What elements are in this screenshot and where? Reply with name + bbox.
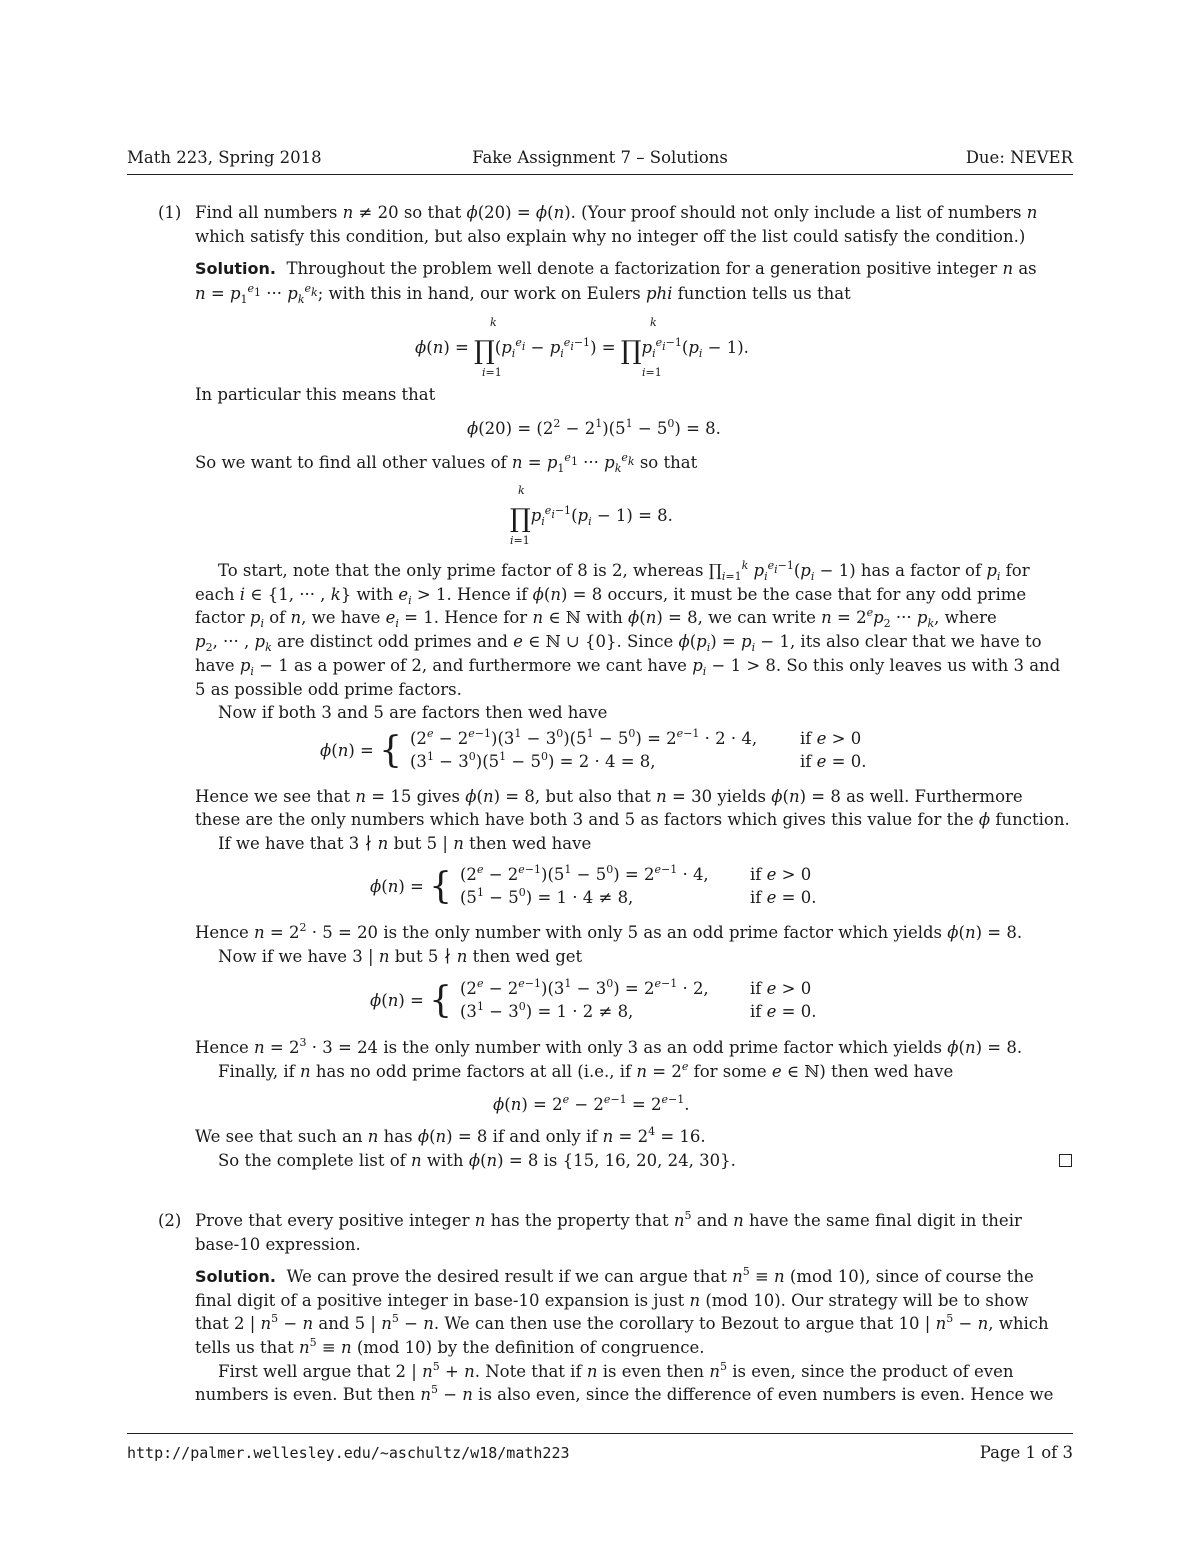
case-row: $(2^e - 2^{e-1})(3^1 - 3^0)(5^1 - 5^0) = 2^{e-1} \cdot 2 \cdot 4$,: [410, 727, 758, 748]
problem-1-solution-line-2: $n = p_1^{e_1}$ ··· $p_k^{e_k}$; with this in hand, our work on Eulers phi function tells us that: [195, 282, 851, 306]
problem-1-statement-line-1: Find all numbers n ≠ 20 so that ϕ(20) = ϕ(n). (Your proof should not only include a list of numbers n: [195, 203, 1038, 222]
course-url[interactable]: http://palmer.wellesley.edu/~aschultz/w18/math223: [127, 1444, 570, 1462]
case-row: $(2^e - 2^{e-1})(5^1 - 5^0) = 2^{e-1} \cdot 4$,: [460, 863, 709, 884]
paragraph-text: To start, note that the only prime factor of 8 is 2, whereas $\prod_{i=1}^k$ $p_i^{e_i-1}(p_i - 1)$ has a factor of $p_i$ for: [218, 559, 1030, 583]
paragraph-text: Now if we have 3 | n but 5 ∤ n then wed get: [218, 947, 583, 966]
paragraph-text: Hence $n = 2^3 \cdot 3 = 24$ is the only number with only 3 as an odd prime factor which yields ϕ(n) = 8.: [195, 1036, 1023, 1057]
paragraph-text: these are the only numbers which have both 3 and 5 as factors which gives this value for the ϕ function.: [195, 810, 1070, 829]
case-phi-lhs: ϕ(n) = {: [320, 730, 402, 771]
problem-2-statement-line-2: base-10 expression.: [195, 1235, 361, 1254]
product-lower-limit: i=1: [642, 366, 662, 379]
case-row: $(3^1 - 3^0)(5^1 - 5^0) = 2 \cdot 4 = 8$,: [410, 750, 656, 771]
paragraph-text: have $p_i - 1$ as a power of 2, and furthermore we cant have $p_i - 1 > 8$. So this only leaves us with 3 and: [195, 656, 1061, 678]
paragraph-text: factor $p_i$ of n, we have $e_i = 1$. Hence for n ∈ ℕ with ϕ(n) = 8, we can write $n = 2^ep_2$ ··· $p_k$, where: [195, 606, 997, 630]
document-title: Fake Assignment 7 – Solutions: [472, 148, 728, 167]
paragraph-text: 5 as possible odd prime factors.: [195, 680, 462, 699]
phi-power-of-two: $\phi(n) = 2^e - 2^{e-1} = 2^{e-1}$.: [493, 1093, 690, 1114]
qed-box: [1059, 1154, 1072, 1167]
page-number: Page 1 of 3: [979, 1443, 1073, 1462]
product-lower-limit: i=1: [482, 366, 502, 379]
due-date: Due: NEVER: [965, 148, 1073, 167]
problem-1-solution-line-1: Solution. Throughout the problem well denote a factorization for a generation positive integer n as: [195, 259, 1037, 278]
paragraph-text: We see that such an n has ϕ(n) = 8 if and only if $n = 2^4 = 16$.: [195, 1125, 706, 1146]
paragraph-text: Hence we see that n = 15 gives ϕ(n) = 8, but also that n = 30 yields ϕ(n) = 8 as well. Furthermore: [195, 787, 1023, 806]
paragraph-text: that 2 | $n^5 - n$ and 5 | $n^5 - n$. We can then use the corollary to Bezout to argue that 10 | $n^5 - n$, which: [195, 1312, 1049, 1333]
case-row: $(3^1 - 3^0) = 1 \cdot 2 \ne 8$,: [460, 1000, 634, 1021]
product-lower-limit: i=1: [510, 534, 530, 547]
case-row: $(5^1 - 5^0) = 1 \cdot 4 \ne 8$,: [460, 886, 634, 907]
case-condition: if e > 0: [750, 979, 812, 998]
phi-product-formula: $\phi(n) = \prod(p_i^{e_i} - p_i^{e_i-1})$ = $\prod p_i^{e_i-1}(p_i - 1)$.: [415, 336, 749, 366]
paragraph-text: $p_2$, ··· , $p_k$ are distinct odd primes and e ∈ ℕ ∪ {0}. Since $\phi(p_i) = p_i - 1$, its also clear that we have to: [195, 632, 1042, 654]
product-equals-8: $\prod p_i^{e_i-1}(p_i - 1) = 8$.: [510, 504, 673, 534]
problem-2-statement-line-1: Prove that every positive integer n has the property that $n^5$ and n have the same final digit in their: [195, 1209, 1022, 1230]
solution-label: Solution.: [195, 1267, 276, 1286]
paragraph-text: each i ∈ {1, ··· , k} with $e_i > 1$. Hence if ϕ(n) = 8 occurs, it must be the case that for any odd prime: [195, 585, 1027, 607]
paragraph-text: Finally, if n has no odd prime factors at all (i.e., if $n = 2^e$ for some e ∈ ℕ) then wed have: [218, 1060, 954, 1081]
product-upper-limit: k: [518, 484, 525, 497]
product-upper-limit: k: [490, 316, 497, 329]
paragraph-text: Now if both 3 and 5 are factors then wed have: [218, 703, 608, 722]
problem-2-solution-line-1: Solution. We can prove the desired result if we can argue that $n^5 \equiv n$ (mod 10), since of course the: [195, 1265, 1034, 1286]
case-phi-lhs: ϕ(n) = {: [370, 866, 452, 907]
paragraph-text: In particular this means that: [195, 385, 436, 404]
case-condition: if e > 0: [800, 729, 862, 748]
solution-label: Solution.: [195, 259, 276, 278]
problem-1-number: (1): [158, 203, 182, 222]
course-label: Math 223, Spring 2018: [127, 148, 322, 167]
paragraph-text: So we want to find all other values of $n = p_1^{e_1}$ ··· $p_k^{e_k}$ so that: [195, 451, 698, 475]
problem-1-statement-line-2: which satisfy this condition, but also explain why no integer off the list could satisfy the condition.): [195, 227, 1026, 246]
problem-2-number: (2): [158, 1211, 182, 1230]
case-phi-lhs: ϕ(n) = {: [370, 980, 452, 1021]
case-condition: if e = 0.: [800, 752, 867, 771]
product-upper-limit: k: [650, 316, 657, 329]
running-header: [127, 148, 1073, 175]
paragraph-text: So the complete list of n with ϕ(n) = 8 is {15, 16, 20, 24, 30}.: [218, 1151, 736, 1170]
paragraph-text: First well argue that 2 | $n^5 + n$. Note that if n is even then $n^5$ is even, since the product of even: [218, 1360, 1014, 1381]
case-condition: if e > 0: [750, 865, 812, 884]
paragraph-text: final digit of a positive integer in base-10 expansion is just n (mod 10). Our strategy will be to show: [195, 1291, 1029, 1310]
case-row: $(2^e - 2^{e-1})(3^1 - 3^0) = 2^{e-1} \cdot 2$,: [460, 977, 709, 998]
case-condition: if e = 0.: [750, 1002, 817, 1021]
running-footer: [127, 1433, 1073, 1462]
phi-20-equation: $\phi(20) = (2^2 - 2^1)(5^1 - 5^0) = 8$.: [467, 417, 721, 438]
paragraph-text: Hence $n = 2^2 \cdot 5 = 20$ is the only number with only 5 as an odd prime factor which yields ϕ(n) = 8.: [195, 921, 1023, 942]
paragraph-text: If we have that 3 ∤ n but 5 | n then wed have: [218, 834, 592, 853]
paragraph-text: tells us that $n^5 \equiv n$ (mod 10) by the definition of congruence.: [195, 1336, 705, 1357]
case-condition: if e = 0.: [750, 888, 817, 907]
paragraph-text: numbers is even. But then $n^5 - n$ is also even, since the difference of even numbers is even. Hence we: [195, 1383, 1054, 1404]
